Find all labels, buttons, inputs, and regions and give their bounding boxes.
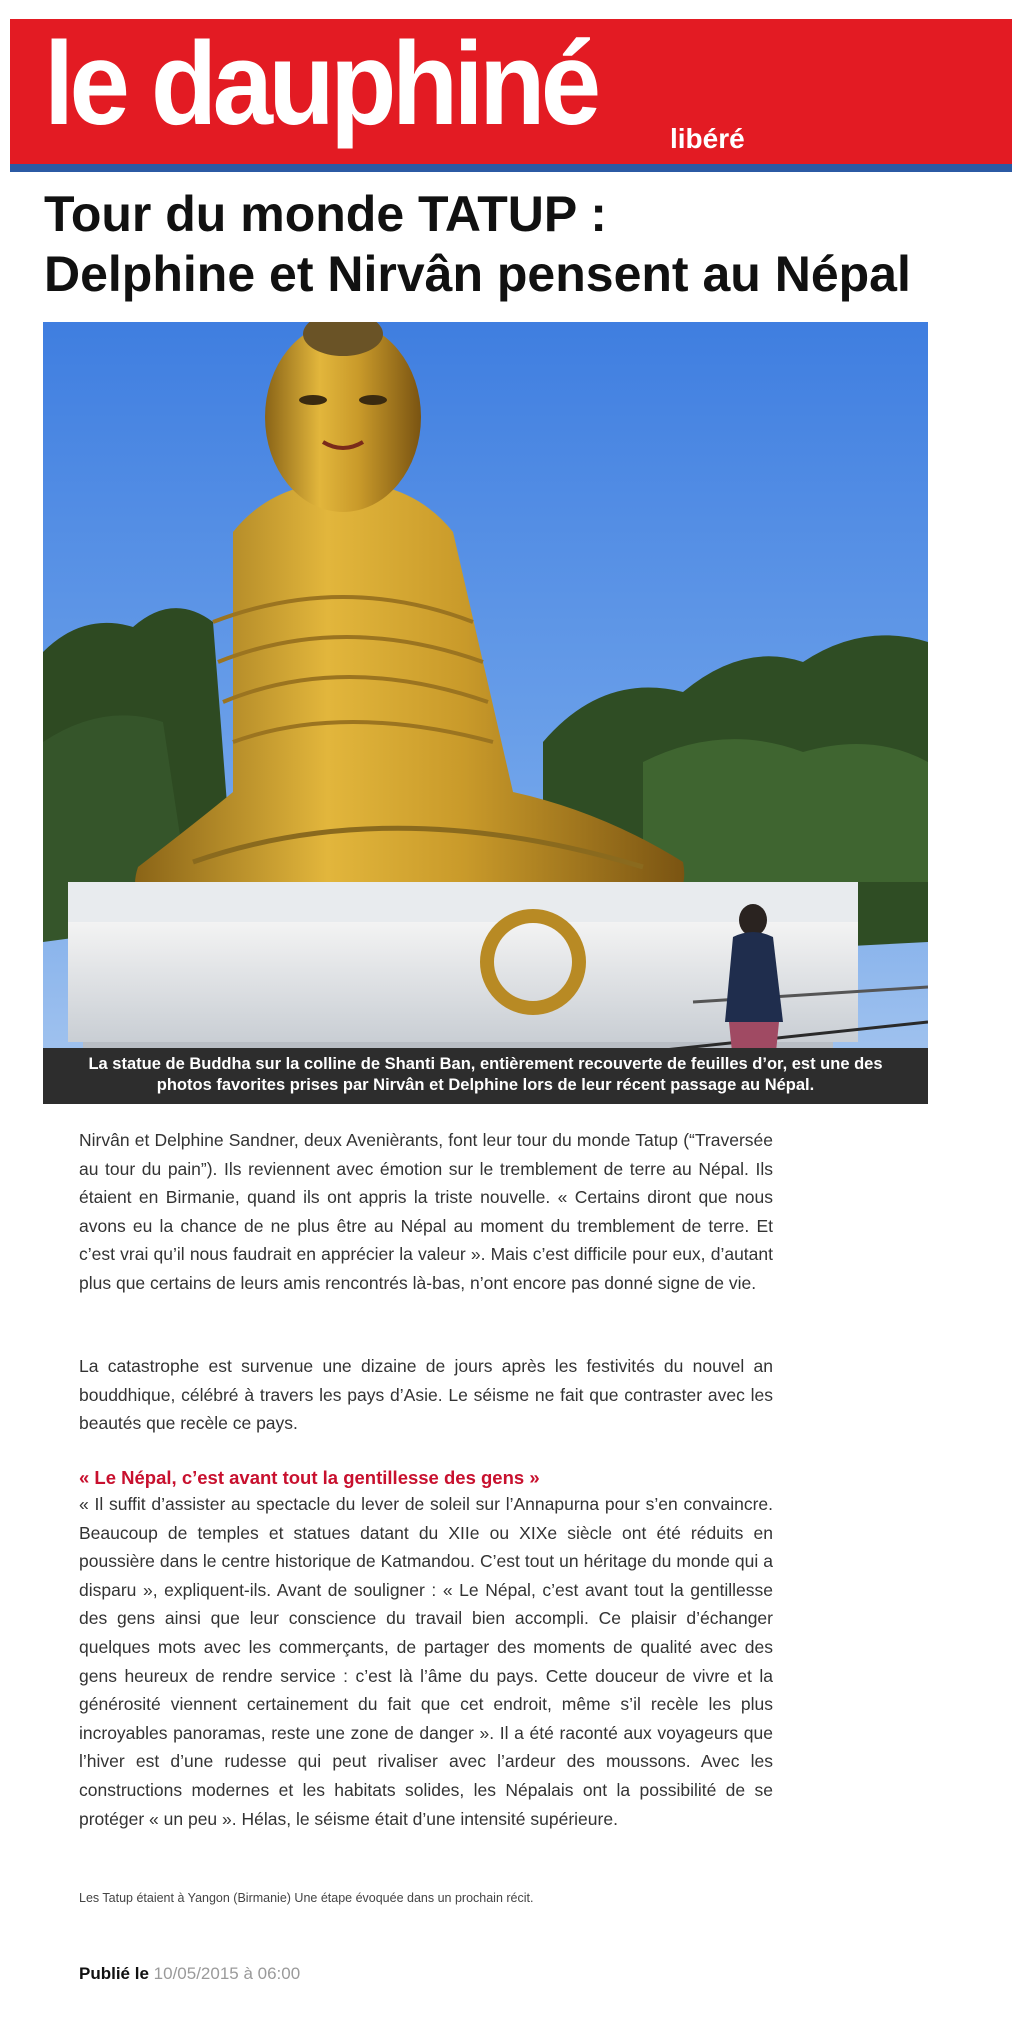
caption-line-2: photos favorites prises par Nirvân et Delphine lors de leur récent passage au Népal. [156, 1076, 815, 1094]
logo-subtitle: libéré [670, 123, 745, 154]
published-date: 10/05/2015 à 06:00 [153, 1964, 301, 1983]
article-footnote: Les Tatup étaient à Yangon (Birmanie) Une étape évoquée dans un prochain récit. [79, 1891, 534, 1905]
caption-line-1: La statue de Buddha sur la colline de Shanti Ban, entièrement recouverte de feuilles d’or, est une des [88, 1055, 883, 1073]
photo-caption [43, 1048, 928, 1104]
masthead-logo-banner[interactable] [10, 19, 1012, 166]
buddha-statue-photo [43, 322, 928, 1104]
article-paragraph-2: La catastrophe est survenue une dizaine de jours après les festivités du nouvel an bouddhique, célébré à travers les pays d’Asie. Le séisme ne fait que contraster avec les beautés que recèle ce pays. [79, 1356, 773, 1434]
article-headline [44, 184, 1004, 304]
article-subhead: « Le Népal, c’est avant tout la gentillesse des gens » [79, 1467, 540, 1488]
masthead-divider [10, 164, 1012, 172]
article-paragraph-3: « Il suffit d’assister au spectacle du lever de soleil sur l’Annapurna pour s’en convaincre. Beaucoup de temples et statues datant du XIIe ou XIXe siècle ont été réduits en poussière dans le centre historique de Katmandou. C’est tout un héritage du monde qui a disparu », expliquent-ils. Avant de souligner : « Le Népal, c’est avant tout la gentillesse des gens ainsi que leur conscience du travail bien accompli. Ce plaisir d’échanger quelques mots avec les commerçants, de partager des moments de qualité avec des gens heureux de rendre service : c’est là l’âme du pays. Cette douceur de vivre et la générosité viennent certainement du fait que cet endroit, même s’il recèle les plus incroyables panoramas, reste une zone de danger ». Il a été raconté aux voyageurs que l’hiver est d’une rudesse qui peut rivaliser avec l’ardeur des moussons. Avec les constructions modernes et les habitats solides, les Népalais ont la possibilité de se protéger « un peu ». Hélas, le séisme était d’une intensité supérieure. [79, 1494, 773, 1829]
published-label: Publié le [79, 1964, 149, 1983]
logo-wordmark: le dauphiné [44, 18, 597, 150]
publish-info [79, 1964, 300, 1984]
article-photo [43, 322, 928, 1104]
article-paragraph-1: Nirvân et Delphine Sandner, deux Avenièrants, font leur tour du monde Tatup (“Traversée au tour du pain”). Ils reviennent avec émotion sur le tremblement de terre au Népal. Ils étaient en Birmanie, quand ils ont appris la triste nouvelle. « Certains diront que nous avons eu la chance de ne plus être au Népal au moment du tremblement de terre. Et c’est vrai qu’il nous faudrait en apprécier la valeur ». Mais c’est difficile pour eux, d’autant plus que certains de leurs amis rencontrés là-bas, n’ont encore pas donné signe de vie. [79, 1130, 773, 1293]
headline-line-2: Delphine et Nirvân pensent au Népal [44, 246, 911, 302]
headline-line-1: Tour du monde TATUP : [44, 186, 607, 242]
